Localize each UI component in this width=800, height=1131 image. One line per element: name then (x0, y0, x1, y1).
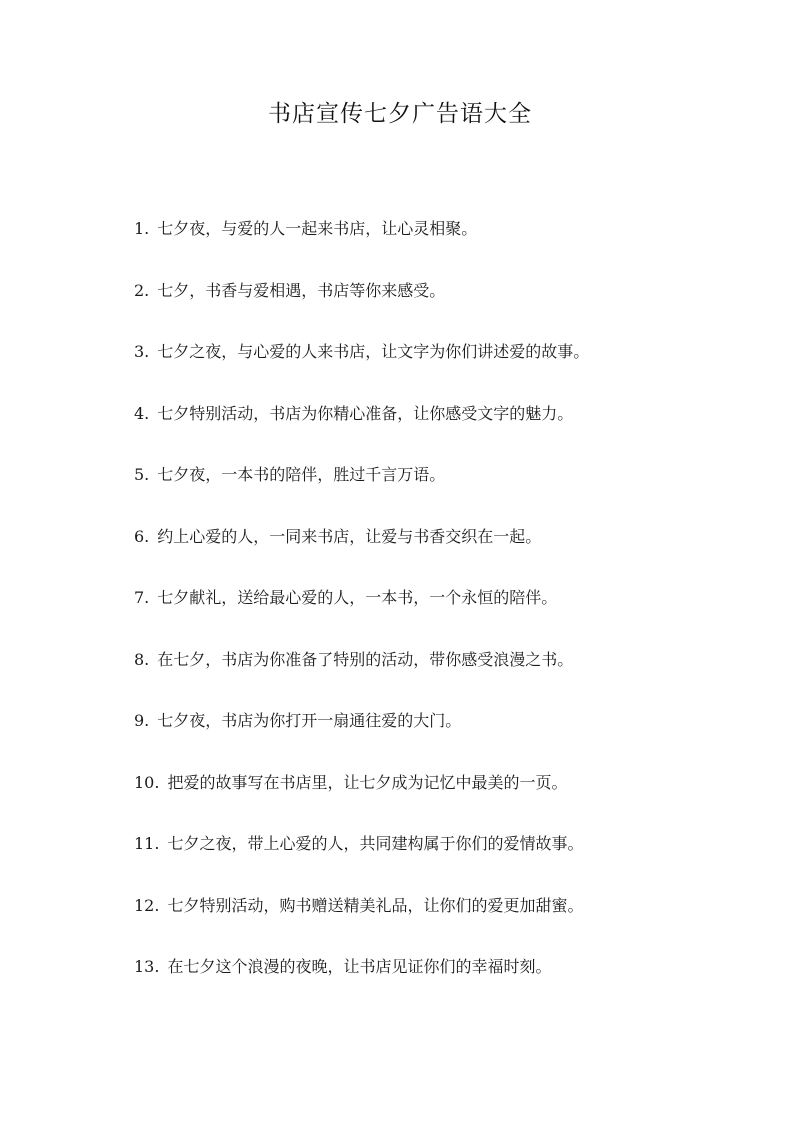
item-number: 12. (134, 895, 160, 915)
item-number: 7. (134, 588, 150, 607)
item-number: 13. (134, 957, 160, 976)
item-text: 在七夕，书店为你准备了特别的活动，带你感受浪漫之书。 (157, 649, 574, 669)
item-number: 1. (134, 219, 150, 238)
item-text: 七夕夜，一本书的陪伴，胜过千言万语。 (157, 465, 446, 484)
item-number: 8. (134, 649, 150, 669)
list-item (134, 647, 734, 709)
list-item (134, 770, 734, 832)
item-text: 七夕特别活动，购书赠送精美礼品，让你们的爱更加甜蜜。 (167, 895, 584, 915)
item-number: 10. (134, 772, 160, 792)
item-number: 9. (134, 711, 150, 730)
item-text: 约上心爱的人，一同来书店，让爱与书香交织在一起。 (157, 526, 542, 546)
item-number: 6. (134, 526, 150, 546)
list-item (134, 831, 734, 893)
list-item (134, 524, 734, 586)
list-item (134, 278, 734, 340)
list-item (134, 462, 734, 524)
list-item (134, 708, 734, 770)
item-text: 七夕之夜，与心爱的人来书店，让文字为你们讲述爱的故事。 (157, 342, 590, 361)
item-text: 七夕献礼，送给最心爱的人，一本书，一个永恒的陪伴。 (157, 588, 558, 607)
page-title: 书店宣传七夕广告语大全 (268, 101, 532, 127)
item-text: 七夕夜，书店为你打开一扇通往爱的大门。 (157, 711, 462, 730)
item-number: 5. (134, 465, 150, 484)
item-text: 七夕，书香与爱相遇，书店等你来感受。 (157, 280, 446, 300)
item-text: 在七夕这个浪漫的夜晚，让书店见证你们的幸福时刻。 (167, 957, 552, 976)
item-number: 11. (134, 834, 160, 853)
item-number: 4. (134, 403, 150, 423)
item-text: 七夕之夜，带上心爱的人，共同建构属于你们的爱情故事。 (167, 834, 584, 853)
list-item (134, 339, 734, 401)
item-text: 七夕特别活动，书店为你精心准备，让你感受文字的魅力。 (157, 403, 574, 423)
list-item (134, 954, 734, 1016)
list-item (134, 893, 734, 955)
item-number: 2. (134, 280, 150, 300)
list-item (134, 585, 734, 647)
slogan-list (134, 216, 734, 1016)
list-item (134, 401, 734, 463)
item-text: 七夕夜，与爱的人一起来书店，让心灵相聚。 (157, 219, 478, 238)
item-text: 把爱的故事写在书店里，让七夕成为记忆中最美的一页。 (167, 772, 568, 792)
item-number: 3. (134, 342, 150, 361)
list-item (134, 216, 734, 278)
